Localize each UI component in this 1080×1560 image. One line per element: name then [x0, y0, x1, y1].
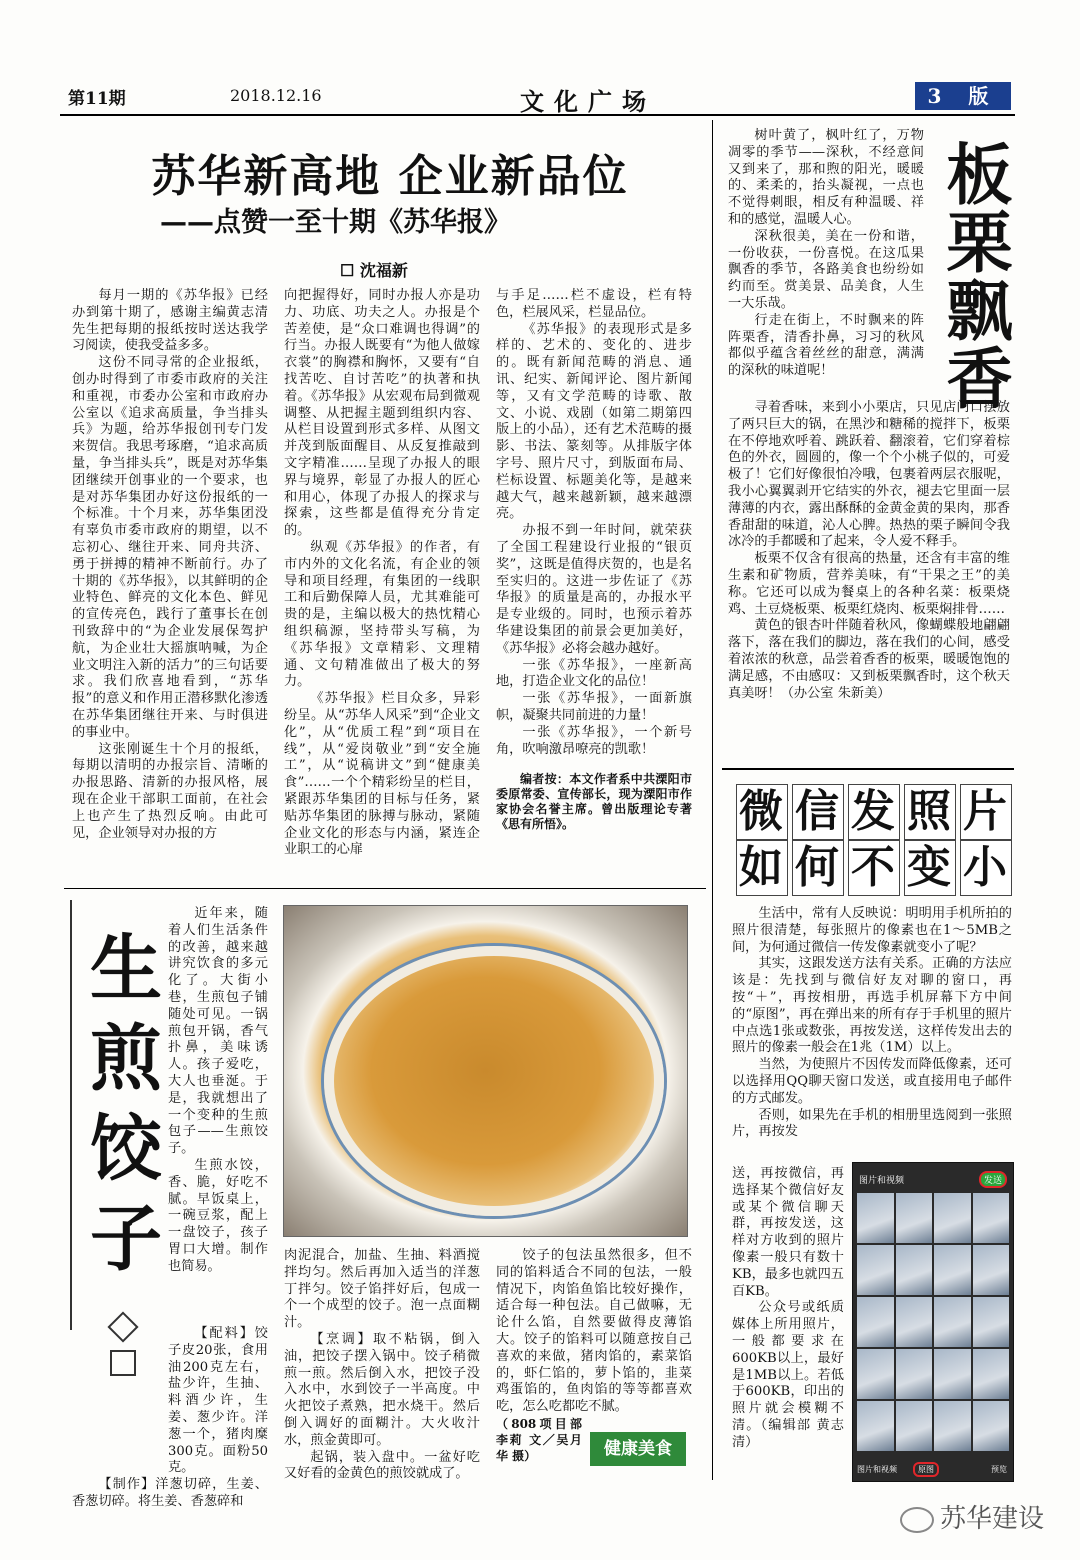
- divider: [712, 120, 713, 1480]
- paragraph: 其实，这跟发送方法有关系。正确的方法应该是：先找到与微信好友对聊的窗口，再按“＋”，再按相册，再选手机屏幕下方中间的“原图”，再在弹出来的所有存于手机里的照片中点选1张或数张，再按发送，这样传发出去的照片的像素一般会在1兆（1M）以上。: [732, 956, 1012, 1056]
- editor-note: 编者按：本文作者系中共溧阳市委原常委、宣传部长，现为溧阳市作家协会名誉主席。曾出版理论专著《思有所悟》。: [496, 772, 692, 832]
- paragraph: 《苏华报》的表现形式是多样的、艺术的、变化的、进步的。既有新闻范畴的消息、通讯、纪实、新闻评论、图片新闻等，又有文学范畴的诗歌、散文、小说、戏剧（如第二期第四版上的小品），还有艺术范畴的摄影、书法、篆刻等。从排版字体字号、照片尺寸，到版面布局、栏标设置、标题美化等，是越来越大气，越来越新颖，越来越漂亮。: [496, 321, 692, 522]
- phone-photo-grid: [857, 1193, 1009, 1451]
- paragraph: 【配料】饺子皮20张，食用油200克左右，盐少许，生抽、料酒少许，生姜、葱少许。洋葱一个，猪肉糜300克。面粉50克。: [168, 1326, 268, 1476]
- watermark-text: 苏华建设: [940, 1504, 1045, 1534]
- phone-album-label: 图片和视频: [859, 1176, 905, 1186]
- article2-column-wide: [728, 400, 1010, 702]
- section-name: 文化广场: [520, 87, 656, 116]
- credit-text: （808项目部 李莉 文／吴月华 摄）: [496, 1417, 582, 1463]
- paragraph: 寻着香味，来到小小栗店，只见店门口摆放了两只巨大的锅，在黑沙和糖稀的搅拌下，板栗在不停地欢呼着、跳跃着、翻滚着，它们穿着棕色的外衣，圆圆的，像一个个小桃子似的，可爱极了！它们好像很怕冷哦，包裹着两层衣服呢，我小心翼翼剥开它结实的外衣，褪去它里面一层薄薄的内衣，露出酥酥的金黄金黄的果肉，那香香甜甜的味道，沁人心脾。热热的栗子瞬间令我冰冷的手都暖和了起来，令人爱不释手。: [728, 400, 1010, 550]
- phone-screenshot: [852, 1162, 1014, 1482]
- healthy-food-badge: 健康美食: [590, 1432, 686, 1466]
- paragraph: 一张《苏华报》，一面新旗帜，凝聚共同前进的力量！: [496, 691, 692, 723]
- phone-send-button: 发送: [979, 1171, 1007, 1188]
- divider: [722, 768, 1014, 770]
- paragraph: 起锅，装入盘中。一盆好吃又好看的金黄色的煎饺就成了。: [284, 1449, 480, 1482]
- watermark-logo: [900, 1498, 1044, 1535]
- paragraph: 这张刚诞生十个月的报纸，每期以清明的办报宗旨、清晰的办报思路、清新的办报风格，展现在企业干部职工面前，在社会上也产生了热烈反响。由此可见，企业领导对办报的方: [72, 741, 268, 841]
- paragraph: 黄色的银杏叶伴随着秋风，像蝴蝶般地翩翩落下，落在我们的脚边，落在我们的心间，感受着浓浓的秋意，品尝着香香的板栗，暖暖饱饱的满足感，不由感叹：又到板栗飘香时，这个秋天真美呀！（办公室 朱新美）: [728, 618, 1010, 701]
- paragraph: 办报不到一年时间，就荣获了全国工程建设行业报的“银页奖”，这既是值得庆贺的，也是名至实归的。这进一步佐证了《苏华报》的质量是高的，办报水平是专业级的。同时，也预示着苏华建设集团的前景会更加美好，《苏华报》必将会越办越好。: [496, 523, 692, 656]
- article2-column-narrow: [728, 128, 924, 380]
- issue-date: 2018.12.16: [230, 86, 322, 105]
- article4-title: 生煎饺子: [78, 930, 162, 1290]
- article4-column-1b: [72, 1326, 268, 1511]
- article2-title: 板栗飘香: [935, 140, 1012, 412]
- article3-column-narrow: [732, 1166, 844, 1452]
- paragraph: 与手足……栏不虚设，栏有特色，栏展风采，栏显品位。: [496, 288, 692, 320]
- paragraph: 当然，为使照片不因传发而降低像素，还可以选择用QQ聊天窗口发送，或直接用电子邮件的方式邮发。: [732, 1057, 1012, 1106]
- article1-column-3: [496, 288, 692, 832]
- plate-image: [324, 946, 664, 1216]
- paragraph: 送，再按微信，再选择某个微信好友或某个微信聊天群，再按发送，这样对方收到的照片像素一般只有数十KB，最多也就四五百KB。: [732, 1166, 844, 1299]
- masthead: [60, 80, 1015, 116]
- wechat-icon: [900, 1507, 934, 1533]
- divider: [64, 888, 706, 889]
- paragraph: 树叶黄了，枫叶红了，万物凋零的季节——深秋，不经意间又到来了，那和煦的阳光，暖暖的、柔柔的，抬头凝视，一点也不觉得刺眼，相反有种温暖、祥和的感觉，温暖人心。: [728, 128, 924, 227]
- paragraph: 肉泥混合，加盐、生抽、料酒搅拌均匀。然后再加入适当的洋葱丁拌匀。饺子馅拌好后，包成一个一个成型的饺子。泡一点面糊汁。: [284, 1248, 480, 1331]
- article1-column-1: [72, 288, 268, 842]
- phone-original-toggle: 原图: [913, 1462, 939, 1477]
- paragraph: 近年来，随着人们生活条件的改善，越来越讲究饮食的多元化了。大街小巷，生煎包子铺随处可见。一锅煎包开锅，香气扑鼻，美味诱人。孩子爱吃，大人也垂涎。于是，我就想出了一个变种的生煎包子——生煎饺子。: [168, 906, 268, 1157]
- article-title: 苏华新高地 企业新品位: [151, 151, 629, 202]
- paragraph: 板栗不仅含有很高的热量，还含有丰富的维生素和矿物质，营养美味，有“干果之王”的美称。它还可以成为餐桌上的各种名菜：板栗烧鸡、土豆烧板栗、板栗红烧肉、板栗焖排骨……: [728, 551, 1010, 617]
- article3-title-line-2: 如 何 不 变 小: [736, 840, 1016, 896]
- paragraph: 公众号或纸质媒体上所用照片，一般都要求在600KB以上，最好是1MB以上。若低于600KB，印出的照片就会模糊不清。（编辑部 黄志清）: [732, 1300, 844, 1450]
- paragraph: 这份不同寻常的企业报纸，创办时得到了市委市政府的关注和重视，市委办公室和市政府办公室以《追求高质量，争当排头兵》为题，给苏华报创刊专门发来贺信。我思考琢磨，“追求高质量，争当排头兵”，既是对苏华集团继续开创事业的一个要求，也是对苏华集团办好这份报纸的一个标准。十个月来，苏华集团没有辜负市委市政府的期望，以不忘初心、继往开来、同舟共济、勇于拼搏的精神不断前行。办了十期的《苏华报》，以其鲜明的企业特色、鲜亮的文化本色、鲜见的宣传亮色，践行了董事长在创刊致辞中的“为企业发展保驾护航，为企业壮大摇旗呐喊，为企业文明注入新的活力”的三句话要求。我们欣喜地看到，“苏华报”的意义和作用正潜移默化渗透在苏华集团继往开来、与时俱进的事业中。: [72, 355, 268, 740]
- article4-column-narrow: [168, 906, 268, 1276]
- paragraph: 一张《苏华报》，一个新号角，吹响激昂嘹亮的凯歌！: [496, 724, 692, 757]
- article-author: ☐ 沈福新: [340, 261, 408, 280]
- paragraph: 《苏华报》栏目众多，异彩纷呈。从“苏华人风采”到“企业文化”，从“优质工程”到“项目在线”，从“爱岗敬业”到“安全施工”，从“说稿讲文”到“健康美食”……一个个精彩纷呈的栏目，紧跟苏华集团的目标与任务，紧贴苏华集团的脉搏与脉动，紧随企业文化的形态与内涵，紧连企业职工的心扉: [284, 691, 480, 858]
- paragraph: 纵观《苏华报》的作者，有市内外的文化名流，有企业的领导和项目经理，有集团的一线职工和后勤保障人员，尤其难能可贵的是，主编以极大的热忱精心组织稿源，坚持带头写稿，为《苏华报》文章精彩、文理精通、文句精准做出了极大的努力。: [284, 539, 480, 690]
- paragraph: 【烹调】取不粘锅，倒入油，把饺子摆入锅中。饺子稍微煎一煎。然后倒入水，把饺子没入水中，水到饺子一半高度。中火把饺子煮熟，把水烧干。然后倒入调好的面糊汁。大火收汁水，煎金黄即可。: [284, 1331, 480, 1448]
- article3-title-line-1: 微 信 发 照 片: [736, 784, 1016, 840]
- article-subtitle: ——点赞一至十期《苏华报》: [160, 207, 511, 238]
- page-badge: 3 版: [915, 82, 1011, 110]
- phone-preview: 预览: [991, 1465, 1007, 1474]
- article3-column-wide: [732, 906, 1012, 1141]
- issue-number: 第11期: [68, 89, 126, 109]
- phone-bottom-album: 图片和视频: [857, 1465, 897, 1474]
- article1-column-2: [284, 288, 480, 859]
- paragraph: 【制作】洋葱切碎，生姜、香葱切碎。将生姜、香葱碎和: [72, 1477, 268, 1509]
- article4-column-3: [496, 1248, 692, 1416]
- article4-frame-line: [70, 900, 72, 1330]
- paragraph: 生煎水饺，香、脆，好吃不腻。早饭桌上，一碗豆浆，配上一盘饺子，孩子胃口大增。制作也简易。: [168, 1157, 268, 1274]
- article4-column-2: [284, 1248, 480, 1483]
- paragraph: 每月一期的《苏华报》已经办到第十期了，感谢主编黄志清先生把每期的报纸按时送达我学习阅读，使我受益多多。: [72, 288, 268, 354]
- paragraph: 一张《苏华报》，一座新高地，打造企业文化的品位！: [496, 657, 692, 690]
- paragraph: 行走在街上，不时飘来的阵阵栗香，清香扑鼻，习习的秋风都似乎蕴含着丝丝的甜意，满满的深秋的味道呢！: [728, 312, 924, 379]
- paragraph: 向把握得好，同时办报人亦是功力、功底、功夫之人。办报是个苦差使，是“众口难调也得调”的行当。办报人既要有“为他人做嫁衣裳”的胸襟和胸怀，又要有“自找苦吃、自讨苦吃”的执著和执着。《苏华报》从宏观布局到微观调整、从把握主题到组织内容、从栏目设置到形式多样、从图文并茂到版面醒目、从反复推敲到文字精准……呈现了办报人的眼界与境界，彰显了办报人的匠心和用心，体现了办报人的探求与探索，这些都是值得充分肯定的。: [284, 288, 480, 539]
- paragraph: 生活中，常有人反映说：明明用手机所拍的照片很清楚，每张照片的像素也在1～5MB之间，为何通过微信一传发像素就变小了呢？: [732, 906, 1012, 955]
- paragraph: 否则，如果先在手机的相册里选阅到一张照片，再按发: [732, 1107, 1012, 1140]
- article4-credit: [496, 1416, 582, 1464]
- paragraph: 饺子的包法虽然很多，但不同的馅料适合不同的包法，一般情况下，肉馅鱼馅比较好操作，适合每一种包法。自己做嘛，无论什么馅，自然要做得皮薄馅大。饺子的馅料可以随意按自己喜欢的来做，猪肉馅的，素菜馅的，虾仁馅的，萝卜馅的，韭菜鸡蛋馅的，鱼肉馅的等等都喜欢吃，怎么吃都吃不腻。: [496, 1248, 692, 1415]
- dumpling-photo: [283, 905, 688, 1237]
- paragraph: 深秋很美，美在一份和谐，一份收获，一份喜悦。在这瓜果飘香的季节，各路美食也纷纷如约而至。赏美景、品美食，人生一大乐哉。: [728, 228, 924, 311]
